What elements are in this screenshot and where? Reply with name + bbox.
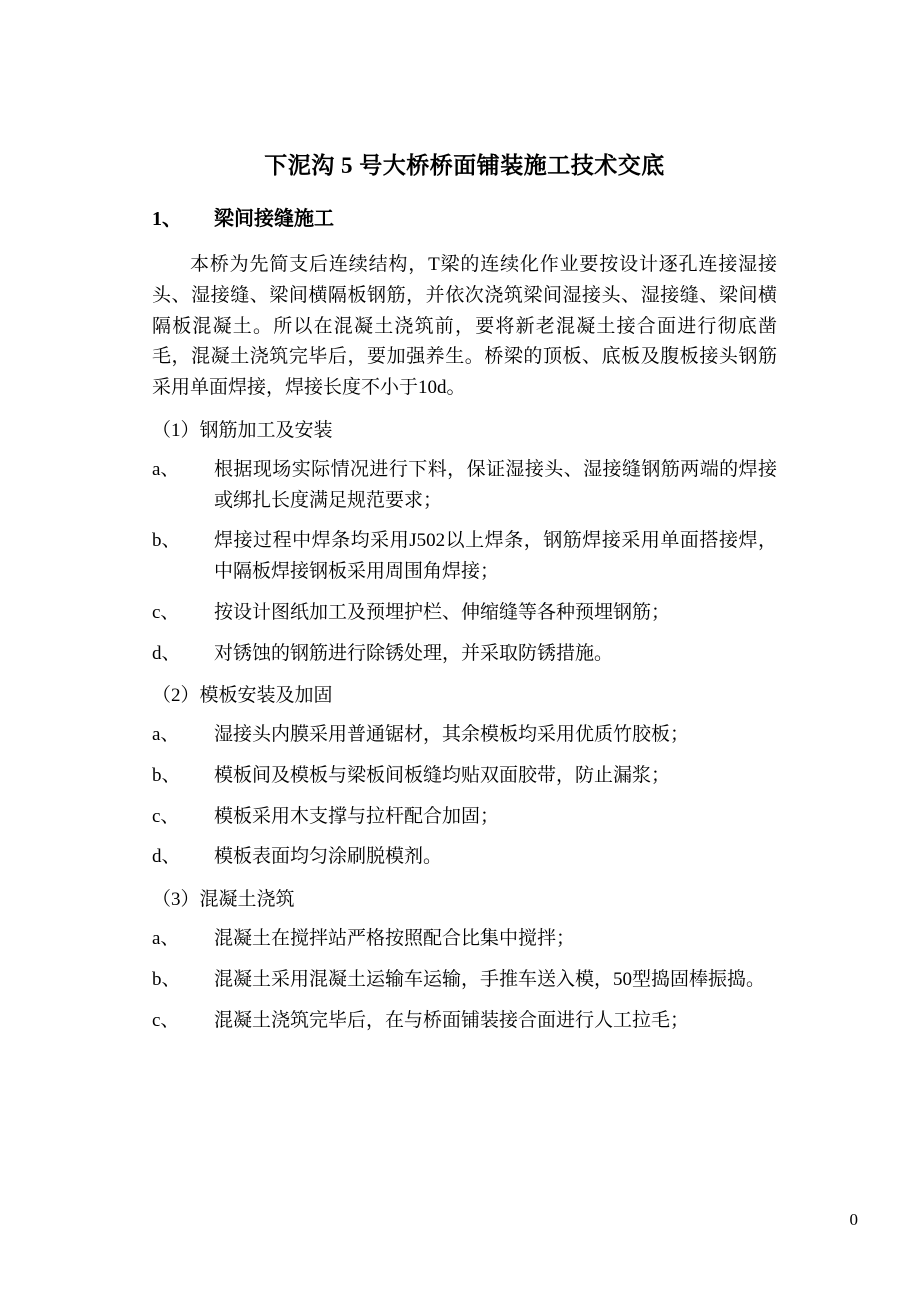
list-item-text: 混凝土采用混凝土运输车运输，手推车送入模，50型捣固棒振捣。 — [214, 968, 766, 990]
list-item-label: c、 — [152, 805, 180, 827]
list-item-text: 按设计图纸加工及预埋护栏、伸缩缝等各种预埋钢筋； — [214, 601, 671, 623]
list-item — [152, 924, 777, 955]
list-item-text: 混凝土浇筑完毕后，在与桥面铺装接合面进行人工拉毛； — [214, 1009, 690, 1031]
list-item-text: 根据现场实际情况进行下料，保证湿接头、湿接缝钢筋两端的焊接或绑扎长度满足规范要求； — [214, 458, 777, 511]
list-item-label: b、 — [152, 530, 181, 552]
list-item-label: d、 — [152, 642, 181, 664]
list-item — [152, 598, 777, 629]
document-body — [152, 150, 777, 1046]
list-item-text: 模板采用木支撑与拉杆配合加固； — [214, 805, 500, 827]
subsection-heading-1: （1）钢筋加工及安装 — [152, 420, 333, 442]
list-item-text: 湿接头内膜采用普通锯材，其余模板均采用优质竹胶板； — [214, 724, 690, 746]
list-item — [152, 842, 777, 873]
list-item — [152, 761, 777, 792]
list-item — [152, 1006, 777, 1037]
subsection-heading-3: （3）混凝土浇筑 — [152, 889, 295, 911]
page-number: 0 — [849, 1210, 858, 1229]
list-item-label: b、 — [152, 764, 181, 786]
list-item-label: c、 — [152, 601, 180, 623]
list-item — [152, 455, 777, 517]
intro-paragraph: 本桥为先简支后连续结构，T梁的连续化作业要按设计逐孔连接湿接头、湿接缝、梁间横隔板钢筋，并依次浇筑梁间湿接头、湿接缝、梁间横隔板混凝土。所以在混凝土浇筑前，要将新老混凝土接合面进行彻底凿毛，混凝土浇筑完毕后，要加强养生。桥梁的顶板、底板及腹板接头钢筋采用单面焊接，焊接长度不小于10d。 — [152, 254, 777, 399]
section-heading-1 — [152, 204, 777, 234]
list-item-text: 模板表面均匀涂刷脱模剂。 — [214, 846, 443, 868]
subsection-heading-2: （2）模板安装及加固 — [152, 685, 333, 707]
list-item — [152, 639, 777, 670]
section-title: 梁间接缝施工 — [214, 208, 334, 231]
list-item — [152, 526, 777, 588]
list-item — [152, 965, 777, 996]
list-item-text: 模板间及模板与梁板间板缝均贴双面胶带，防止漏浆； — [214, 764, 671, 786]
section-number: 1、 — [152, 208, 182, 231]
list-item-label: d、 — [152, 846, 181, 868]
list-item — [152, 720, 777, 751]
list-item-label: c、 — [152, 1009, 180, 1031]
page-title: 下泥沟 5 号大桥桥面铺装施工技术交底 — [264, 153, 665, 178]
list-item-label: a、 — [152, 724, 180, 746]
list-item-label: a、 — [152, 458, 180, 480]
list-item-label: b、 — [152, 968, 181, 990]
list-item — [152, 802, 777, 833]
list-item-text: 混凝土在搅拌站严格按照配合比集中搅拌； — [214, 927, 576, 949]
list-item-text: 对锈蚀的钢筋进行除锈处理，并采取防锈措施。 — [214, 642, 614, 664]
list-item-text: 焊接过程中焊条均采用J502以上焊条，钢筋焊接采用单面搭接焊，中隔板焊接钢板采用周围角焊接； — [214, 530, 777, 583]
list-item-label: a、 — [152, 927, 180, 949]
